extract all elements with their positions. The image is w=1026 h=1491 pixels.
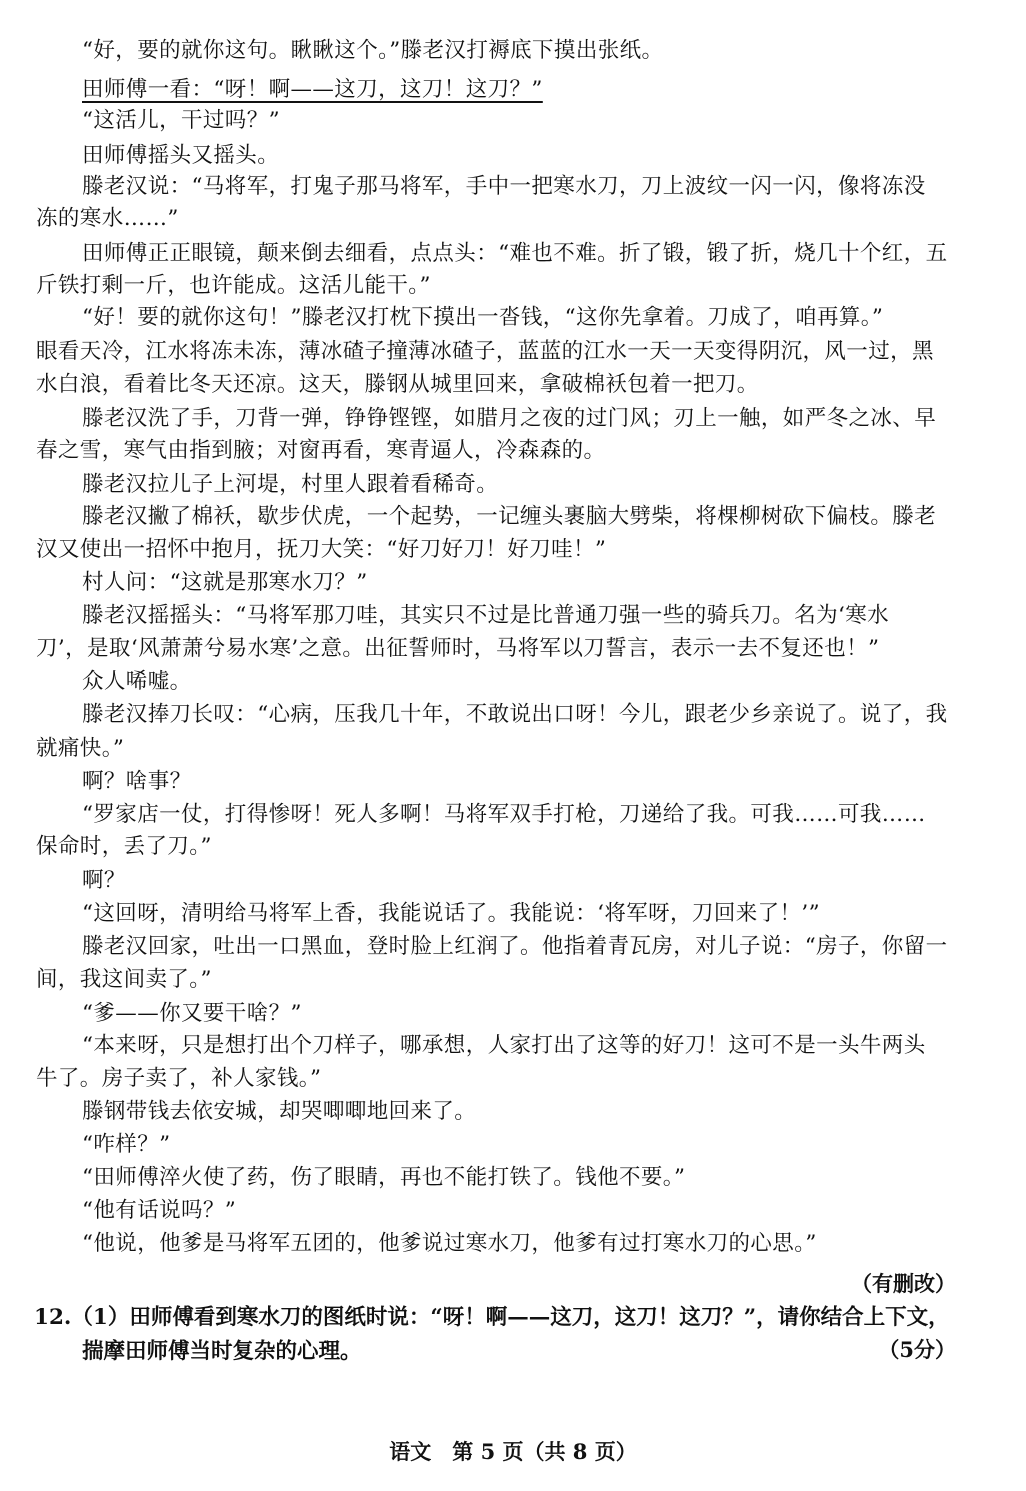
passage-line: 斤铁打剩一斤，也许能成。这活儿能干。” bbox=[36, 273, 431, 298]
passage-line: 滕老汉捧刀长叹：“心病，压我几十年，不敢说出口呀！今儿，跟老少乡亲说了。说了，我 bbox=[82, 702, 948, 727]
passage-line: 牛了。房子卖了，补人家钱。” bbox=[36, 1066, 322, 1091]
passage-line: 汉又使出一招怀中抱月，抚刀大笑：“好刀好刀！好刀哇！” bbox=[36, 537, 607, 562]
passage-line: “爹——你又要干啥？” bbox=[82, 1001, 302, 1026]
passage-line: 滕老汉拉儿子上河堤，村里人跟着看稀奇。 bbox=[82, 472, 499, 497]
question-12-prompt-cont: 揣摩田师傅当时复杂的心理。 bbox=[82, 1339, 362, 1364]
passage-line-underlined: 田师傅一看：“呀！啊——这刀，这刀！这刀？” bbox=[82, 77, 543, 102]
passage-line: “罗家店一仗，打得惨呀！死人多啊！马将军双手打枪，刀递给了我。可我……可我…… bbox=[82, 802, 926, 827]
passage-line: 滕老汉摇摇头：“马将军那刀哇，其实只不过是比普通刀强一些的骑兵刀。名为‘寒水 bbox=[82, 603, 890, 628]
passage-line: 众人唏嘘。 bbox=[82, 669, 192, 694]
question-12-prompt: 12.（1）田师傅看到寒水刀的图纸时说：“呀！啊——这刀，这刀！这刀？”，请你结合上下文， bbox=[34, 1305, 950, 1330]
passage-line: 春之雪，寒气由指到腋；对窗再看，寒青逼人，冷森森的。 bbox=[36, 438, 606, 463]
passage-line: 水白浪，看着比冬天还凉。这天，滕钢从城里回来，拿破棉袄包着一把刀。 bbox=[36, 372, 759, 397]
passage-line: “好，要的就你这句。瞅瞅这个。”滕老汉打褥底下摸出张纸。 bbox=[82, 38, 664, 63]
passage-line: 冻的寒水……” bbox=[36, 206, 179, 231]
passage-line: “本来呀，只是想打出个刀样子，哪承想，人家打出了这等的好刀！这可不是一头牛两头 bbox=[82, 1033, 926, 1058]
question-score: （5分） bbox=[878, 1337, 956, 1362]
passage-line: “咋样？” bbox=[82, 1132, 171, 1157]
passage-line: 滕老汉说：“马将军，打鬼子那马将军，手中一把寒水刀，刀上波纹一闪一闪，像将冻没 bbox=[82, 174, 926, 199]
passage-line: 滕老汉回家，吐出一口黑血，登时脸上红润了。他指着青瓦房，对儿子说：“房子，你留一 bbox=[82, 934, 948, 959]
passage-line: “田师傅淬火使了药，伤了眼睛，再也不能打铁了。钱他不要。” bbox=[82, 1165, 686, 1190]
source-note: （有删改） bbox=[851, 1271, 956, 1296]
passage-line: 村人问：“这就是那寒水刀？” bbox=[82, 570, 368, 595]
passage-line: “好！要的就你这句！”滕老汉打枕下摸出一沓钱，“这你先拿着。刀成了，咱再算。” bbox=[82, 305, 884, 330]
passage-line: 滕钢带钱去依安城，却哭唧唧地回来了。 bbox=[82, 1099, 477, 1124]
passage-line: 刀’，是取‘风萧萧兮易水寒’之意。出征誓师时，马将军以刀誓言，表示一去不复还也！” bbox=[36, 636, 880, 661]
passage-line: 啊？ bbox=[82, 868, 126, 893]
passage-line: “他说，他爹是马将军五团的，他爹说过寒水刀，他爹有过打寒水刀的心思。” bbox=[82, 1231, 817, 1256]
passage-line: “这回呀，清明给马将军上香，我能说话了。我能说：‘将军呀，刀回来了！’” bbox=[82, 901, 821, 926]
passage-line: 滕老汉撇了棉袄，歇步伏虎，一个起势，一记缠头裹脑大劈柴，将棵柳树砍下偏枝。滕老 bbox=[82, 504, 937, 529]
passage-line: 田师傅正正眼镜，颠来倒去细看，点点头：“难也不难。折了锻，锻了折，烧几十个红，五 bbox=[82, 241, 948, 266]
page-footer: 语文 第 5 页（共 8 页） bbox=[389, 1439, 637, 1464]
passage-line: “他有话说吗？” bbox=[82, 1198, 237, 1223]
passage-line: “这活儿，干过吗？” bbox=[82, 108, 280, 133]
passage-line: 眼看天冷，江水将冻未冻，薄冰碴子撞薄冰碴子，蓝蓝的江水一天一天变得阴沉，风一过，黑 bbox=[36, 339, 934, 364]
passage-line: 保命时，丢了刀。” bbox=[36, 834, 212, 859]
passage-line: 啊？啥事？ bbox=[82, 769, 192, 794]
passage-line: 滕老汉洗了手，刀背一弹，铮铮铿铿，如腊月之夜的过门风；刃上一触，如严冬之冰、早 bbox=[82, 406, 937, 431]
passage-line: 间，我这间卖了。” bbox=[36, 967, 212, 992]
passage-line: 就痛快。” bbox=[36, 736, 125, 761]
passage-line: 田师傅摇头又摇头。 bbox=[82, 143, 280, 168]
